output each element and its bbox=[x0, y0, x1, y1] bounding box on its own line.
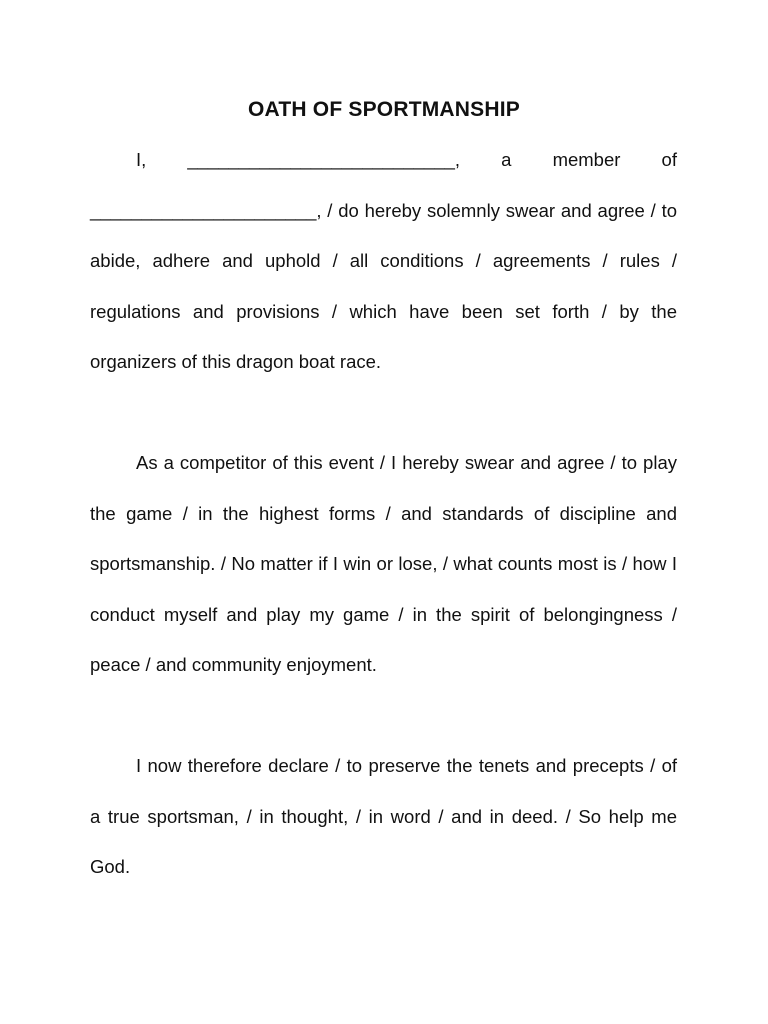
oath-paragraph-3-text: I now therefore declare / to preserve the tenets and precepts / of a true sportsman, / in thought, / in word / and in deed. / So help me God. bbox=[90, 755, 677, 877]
oath-paragraph-1-text: ______________________, / do hereby solemnly swear and agree / to abide, adhere and uphold / all conditions / agreements / rules / regulations and provisions / which have been set forth / by the organizers of this dragon boat race. bbox=[90, 199, 677, 372]
word-member: member bbox=[552, 149, 621, 170]
oath-paragraph-1-first-line bbox=[90, 135, 677, 186]
word-of: of bbox=[661, 149, 677, 170]
oath-paragraph-3 bbox=[90, 741, 677, 893]
document-title: OATH OF SPORTMANSHIP bbox=[248, 98, 520, 121]
oath-paragraph-1 bbox=[90, 135, 677, 388]
name-blank: __________________________, bbox=[187, 149, 461, 170]
oath-paragraph-2-text: As a competitor of this event / I hereby swear and agree / to play the game / in the highest forms / and standards of discipline and sportsmanship. / No matter if I win or lose, / what counts most is / how I conduct myself and play my game / in the spirit of belongingness / peace / and community enjoyment. bbox=[90, 452, 677, 675]
oath-paragraph-2 bbox=[90, 438, 677, 691]
word-i: I, bbox=[136, 149, 147, 170]
word-a: a bbox=[501, 149, 512, 170]
